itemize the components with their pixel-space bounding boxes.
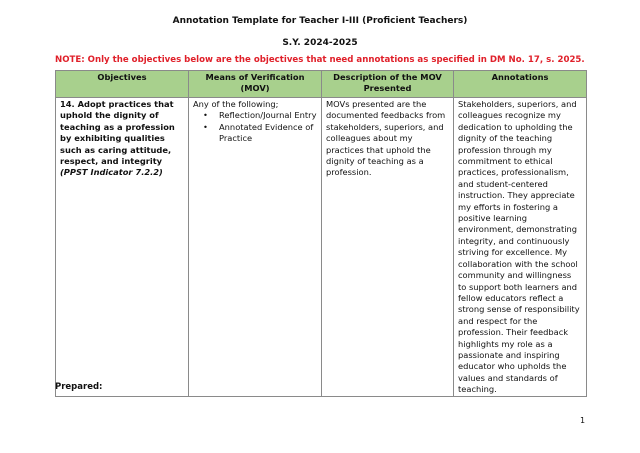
objective-ref: (PPST Indicator 7.2.2) xyxy=(60,167,163,178)
header-mov: Means of Verification (MOV) xyxy=(189,71,322,98)
objective-cell xyxy=(56,98,189,397)
mov-intro: Any of the following; xyxy=(193,99,279,109)
school-year: S.Y. 2024-2025 xyxy=(282,38,358,48)
table-header-row xyxy=(56,71,587,98)
mov-item: • Reflection/Journal Entry xyxy=(219,110,317,121)
annotation-table xyxy=(55,70,587,397)
objective-text: 14. Adopt practices that uphold the dignity of teaching as a profession by exhibiting qualities such as caring attitude, respect, and integrity xyxy=(60,99,175,167)
prepared-label: Prepared: xyxy=(55,382,103,392)
page-number: 1 xyxy=(580,416,586,425)
header-objectives: Objectives xyxy=(56,71,189,98)
table-row xyxy=(56,98,587,397)
mov-item: • Annotated Evidence of Practice xyxy=(219,122,317,145)
mov-cell xyxy=(189,98,322,397)
header-annotations: Annotations xyxy=(454,71,587,98)
note-text: NOTE: Only the objectives below are the objectives that need annotations as specified in DM No. 17, s. 2025. xyxy=(55,55,585,65)
annotation-cell: Stakeholders, superiors, and colleagues recognize my dedication to upholding the dignity of the teaching profession through my commitment to ethical practices, professionalism, and student-centered instruction. They appreciate my efforts in fostering a positive learning environment, demonstrating integrity, and continuously striving for excellence. My collaboration with the school community and willingness to support both learners and fellow educators reflect a strong sense of responsibility and respect for the profession. Their feedback highlights my role as a passionate and inspiring educator who upholds the values and standards of teaching. xyxy=(454,98,587,397)
mov-list xyxy=(193,110,317,144)
description-cell: MOVs presented are the documented feedbacks from stakeholders, superiors, and colleagues about my practices that uphold the dignity of teaching as a profession. xyxy=(322,98,454,397)
document-title: Annotation Template for Teacher I-III (Proficient Teachers) xyxy=(172,16,468,26)
header-description: Description of the MOV Presented xyxy=(322,71,454,98)
